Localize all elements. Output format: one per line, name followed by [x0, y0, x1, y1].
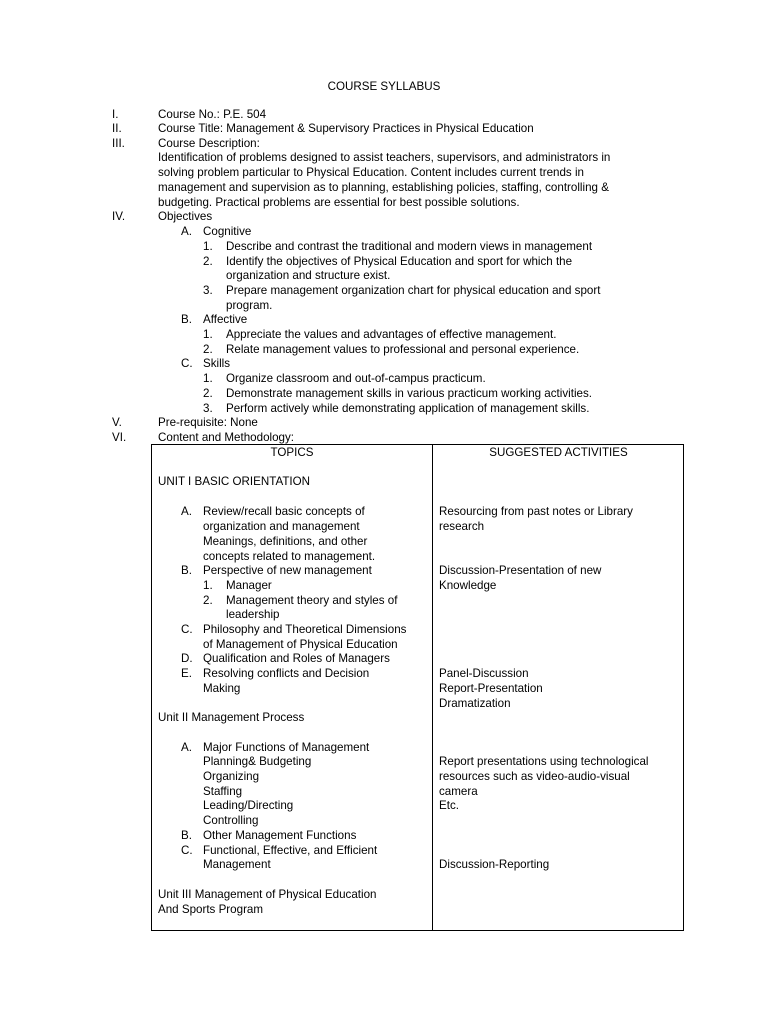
- topic-line: Other Management Functions: [203, 829, 357, 842]
- objective-item-number: 1.: [203, 372, 213, 385]
- course-title: Course Title: Management & Supervisory Practices in Physical Education: [158, 122, 534, 135]
- unit-title: UNIT I BASIC ORIENTATION: [158, 475, 311, 488]
- topic-line: Philosophy and Theoretical Dimensions: [203, 623, 407, 636]
- prerequisite: Pre-requisite: None: [158, 416, 258, 429]
- activity-line: Report-Presentation: [439, 682, 543, 695]
- unit-title: And Sports Program: [158, 903, 264, 916]
- objective-item: Identify the objectives of Physical Education and sport for which the: [226, 255, 573, 268]
- objective-item: Relate management values to professional and personal experience.: [226, 343, 580, 356]
- topic-line: Management: [203, 858, 271, 871]
- course-description-line: budgeting. Practical problems are essential for best possible solutions.: [158, 196, 520, 209]
- topic-line: Functional, Effective, and Efficient: [203, 844, 378, 857]
- subtopic-line: Manager: [226, 579, 272, 592]
- activity-line: resources such as video-audio-visual: [439, 770, 630, 783]
- subtopic-number: 2.: [203, 594, 213, 607]
- objective-skills-label: Skills: [203, 357, 231, 370]
- table-header-topics: TOPICS: [270, 446, 314, 459]
- objective-item: Organize classroom and out-of-campus practicum.: [226, 372, 486, 385]
- section-number: IV.: [112, 210, 126, 223]
- topic-line: Controlling: [203, 814, 259, 827]
- topic-letter: B.: [181, 829, 192, 842]
- course-description-heading: Course Description:: [158, 137, 260, 150]
- objective-letter: A.: [181, 225, 192, 238]
- activity-line: research: [439, 520, 485, 533]
- objective-item: Prepare management organization chart for physical education and sport: [226, 284, 601, 297]
- topic-letter: B.: [181, 564, 192, 577]
- objective-letter: B.: [181, 313, 192, 326]
- topic-letter: C.: [181, 844, 193, 857]
- subtopic-number: 1.: [203, 579, 213, 592]
- topic-letter: C.: [181, 623, 193, 636]
- objective-affective-label: Affective: [203, 313, 248, 326]
- topic-line: Meanings, definitions, and other: [203, 535, 368, 548]
- topic-line: Organizing: [203, 770, 260, 783]
- topic-line: concepts related to management.: [203, 550, 376, 563]
- course-description-line: management and supervision as to planning, establishing policies, staffing, controlling &: [158, 181, 609, 194]
- course-description-line: Identification of problems designed to assist teachers, supervisors, and administrators in: [158, 151, 611, 164]
- topic-line: Leading/Directing: [203, 799, 294, 812]
- page-title: COURSE SYLLABUS: [327, 80, 441, 93]
- activity-line: Discussion-Presentation of new: [439, 564, 602, 577]
- subtopic-line: leadership: [226, 608, 280, 621]
- objective-item-number: 3.: [203, 284, 213, 297]
- course-description-line: solving problem particular to Physical Education. Content includes current trends in: [158, 166, 584, 179]
- content-methodology-heading: Content and Methodology:: [158, 431, 295, 444]
- objective-item: program.: [226, 299, 273, 312]
- topic-line: Major Functions of Management: [203, 741, 370, 754]
- section-number: V.: [112, 416, 122, 429]
- objective-item-number: 2.: [203, 387, 213, 400]
- section-number: III.: [112, 137, 125, 150]
- topic-letter: D.: [181, 652, 193, 665]
- subtopic-line: Management theory and styles of: [226, 594, 398, 607]
- objective-item-number: 1.: [203, 328, 213, 341]
- activity-line: Resourcing from past notes or Library: [439, 505, 633, 518]
- objectives-heading: Objectives: [158, 210, 213, 223]
- objective-item: Describe and contrast the traditional and modern views in management: [226, 240, 593, 253]
- activity-line: camera: [439, 785, 478, 798]
- objective-item: Demonstrate management skills in various practicum working activities.: [226, 387, 592, 400]
- activity-line: Report presentations using technological: [439, 755, 649, 768]
- table-column-divider: [432, 444, 433, 931]
- topic-line: Making: [203, 682, 241, 695]
- section-number: I.: [112, 108, 119, 121]
- objective-cognitive-label: Cognitive: [203, 225, 252, 238]
- table-header-activities: SUGGESTED ACTIVITIES: [489, 446, 628, 459]
- topic-letter: A.: [181, 741, 192, 754]
- activity-line: Knowledge: [439, 579, 497, 592]
- topic-line: of Management of Physical Education: [203, 638, 398, 651]
- topic-line: Resolving conflicts and Decision: [203, 667, 370, 680]
- objective-item: Appreciate the values and advantages of effective management.: [226, 328, 557, 341]
- objective-item-number: 3.: [203, 402, 213, 415]
- topic-line: Perspective of new management: [203, 564, 372, 577]
- objective-item-number: 1.: [203, 240, 213, 253]
- activity-line: Discussion-Reporting: [439, 858, 550, 871]
- objective-item: organization and structure exist.: [226, 269, 391, 282]
- objective-item: Perform actively while demonstrating application of management skills.: [226, 402, 590, 415]
- activity-line: Etc.: [439, 799, 459, 812]
- objective-letter: C.: [181, 357, 193, 370]
- topic-letter: A.: [181, 505, 192, 518]
- activity-line: Dramatization: [439, 697, 511, 710]
- objective-item-number: 2.: [203, 255, 213, 268]
- unit-title: Unit II Management Process: [158, 711, 305, 724]
- unit-title: Unit III Management of Physical Education: [158, 888, 377, 901]
- section-number: VI.: [112, 431, 127, 444]
- objective-item-number: 2.: [203, 343, 213, 356]
- activity-line: Panel-Discussion: [439, 667, 529, 680]
- topic-line: Review/recall basic concepts of: [203, 505, 365, 518]
- topic-line: Staffing: [203, 785, 243, 798]
- topic-line: Planning& Budgeting: [203, 755, 312, 768]
- topic-line: Qualification and Roles of Managers: [203, 652, 390, 665]
- course-number: Course No.: P.E. 504: [158, 108, 267, 121]
- section-number: II.: [112, 122, 122, 135]
- topic-line: organization and management: [203, 520, 360, 533]
- topic-letter: E.: [181, 667, 192, 680]
